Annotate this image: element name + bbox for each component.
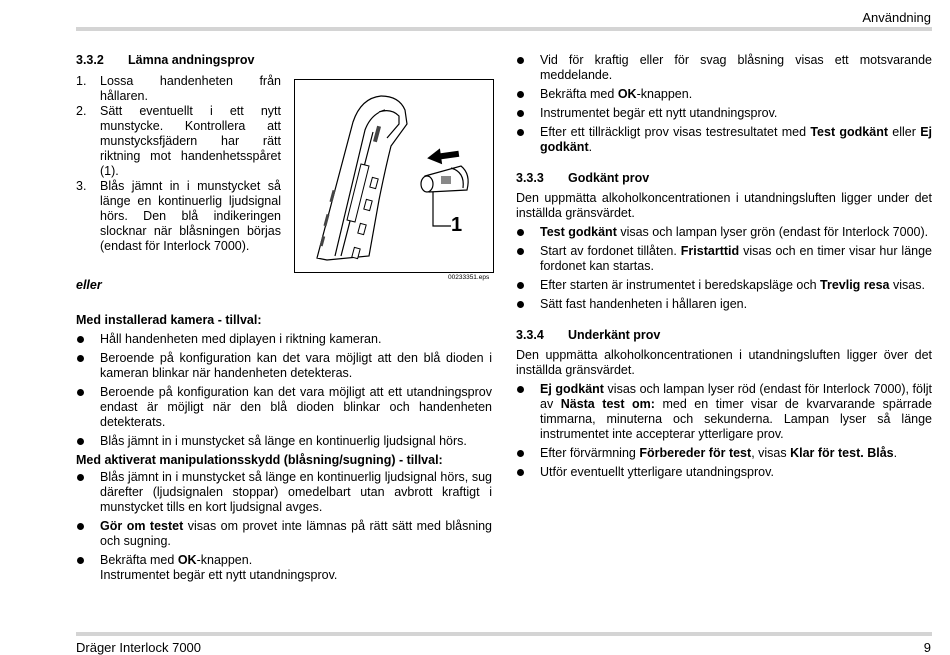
footer-rule: [76, 632, 932, 636]
bullet-icon: [76, 351, 100, 381]
right-column: [516, 53, 932, 484]
section-intro: Den uppmätta alkoholkoncentrationen i utandningsluften ligger under det inställda gränsvärdet.: [516, 191, 932, 220]
bullet-icon: [516, 87, 540, 102]
handset-illustration: [295, 80, 493, 272]
manipulation-bullets: [76, 470, 492, 583]
steps-list: [76, 74, 281, 254]
bullet-icon: [516, 125, 540, 155]
section-title: Lämna andningsprov: [128, 53, 255, 67]
bullet-icon: [516, 278, 540, 293]
bullet-icon: [76, 553, 100, 583]
camera-heading: Med installerad kamera - tillval:: [76, 313, 262, 327]
list-item: Beroende på konfiguration kan det vara möjligt att ett utandningsprov endast är möjligt när den blå dioden blinkar och handenheten detekterats.: [76, 385, 492, 430]
footer-product: Dräger Interlock 7000: [76, 640, 202, 655]
bullet-icon: [76, 470, 100, 515]
bullet-icon: [516, 244, 540, 274]
bullet-icon: [516, 106, 540, 121]
section-intro: Den uppmätta alkoholkoncentrationen i utandningsluften ligger över det inställda gränsvärdet.: [516, 348, 932, 377]
failed-bullets: [516, 382, 932, 480]
section-heading-3-3-4: 3.3.4 Underkänt prov: [516, 328, 661, 342]
bullet-icon: [76, 519, 100, 549]
figure-caption: 00233351.eps: [448, 274, 490, 281]
bullet-icon: [76, 332, 100, 347]
bullet-icon: [76, 385, 100, 430]
section-heading-3-3-3: 3.3.3 Godkänt prov: [516, 171, 650, 185]
list-item: Blås jämnt in i munstycket så länge en kontinuerlig ljudsignal hörs, sug därefter (ljudsignalen stoppar) omedelbart utan avbrott kraftigt i munstycket tills en kort ljudsignal avges.: [76, 470, 492, 515]
list-item: Beroende på konfiguration kan det vara möjligt att den blå dioden i kameran blinkar när handenheten detekteras.: [76, 351, 492, 381]
bullet-icon: [516, 382, 540, 442]
left-lower-block: [76, 313, 492, 587]
list-item: Bekräfta med OK-knappen.: [516, 87, 932, 102]
page-number: 9: [923, 640, 931, 655]
manipulation-heading: Med aktiverat manipulationsskydd (blåsning/sugning) - tillval:: [76, 453, 443, 467]
list-item: Efter förvärmning Förbereder för test, visas Klar för test. Blås.: [516, 446, 932, 461]
bullet-icon: [516, 225, 540, 240]
list-item: Efter starten är instrumentet i beredskapsläge och Trevlig resa visas.: [516, 278, 932, 293]
list-item: Start av fordonet tillåten. Fristarttid visas och en timer visar hur länge fordonet kan startas.: [516, 244, 932, 274]
list-item: Ej godkänt visas och lampan lyser röd (endast för Interlock 7000), följt av Nästa test om: med en timer visar de kvarvarande spärrade timmarna, minuterna och sekunderna. Lampan lyser så länge instrumentet inte accepterar ytterligare prov.: [516, 382, 932, 442]
list-item: Test godkänt visas och lampan lyser grön (endast för Interlock 7000).: [516, 225, 932, 240]
list-item: Bekräfta med OK-knappen. Instrumentet begär ett nytt utandningsprov.: [76, 553, 492, 583]
list-item: Håll handenheten med diplayen i riktning kameran.: [76, 332, 492, 347]
list-item: Utför eventuellt ytterligare utandningsprov.: [516, 465, 932, 480]
bullet-icon: [516, 297, 540, 312]
running-header: Användning: [862, 10, 931, 25]
step-item: 1. Lossa handenheten från hållaren.: [76, 74, 281, 103]
list-item: Instrumentet begär ett nytt utandningsprov.: [516, 106, 932, 121]
list-item: Vid för kraftig eller för svag blåsning visas ett motsvarande meddelande.: [516, 53, 932, 83]
list-item: Gör om testet visas om provet inte lämnas på rätt sätt med blåsning och sugning.: [76, 519, 492, 549]
section-number: 3.3.2: [76, 53, 104, 67]
passed-bullets: [516, 225, 932, 312]
header-rule: [76, 27, 932, 31]
eller-label: eller: [76, 278, 102, 292]
handset-figure: [294, 79, 494, 273]
list-item: Sätt fast handenheten i hållaren igen.: [516, 297, 932, 312]
bullet-icon: [516, 446, 540, 461]
left-column: [76, 53, 492, 582]
camera-bullets: [76, 332, 492, 449]
step-item: 3. Blås jämnt in i munstycket så länge en kontinuerlig ljudsignal hörs. Den blå indikeringen slocknar när blåsningen börjas (endast för Interlock 7000).: [76, 179, 281, 253]
figure-callout-label: 1: [451, 214, 463, 236]
bullet-icon: [516, 53, 540, 83]
step-item: 2. Sätt eventuellt i ett nytt munstycke. Kontrollera att munstycksfjädern har rätt riktning mot handenhetsspåret (1).: [76, 104, 281, 178]
bullet-icon: [516, 465, 540, 480]
result-bullets: [516, 53, 932, 155]
section-heading-3-3-2: [76, 53, 492, 68]
bullet-icon: [76, 434, 100, 449]
list-item: Efter ett tillräckligt prov visas testresultatet med Test godkänt eller Ej godkänt.: [516, 125, 932, 155]
list-item: Blås jämnt in i munstycket så länge en kontinuerlig ljudsignal hörs.: [76, 434, 492, 449]
